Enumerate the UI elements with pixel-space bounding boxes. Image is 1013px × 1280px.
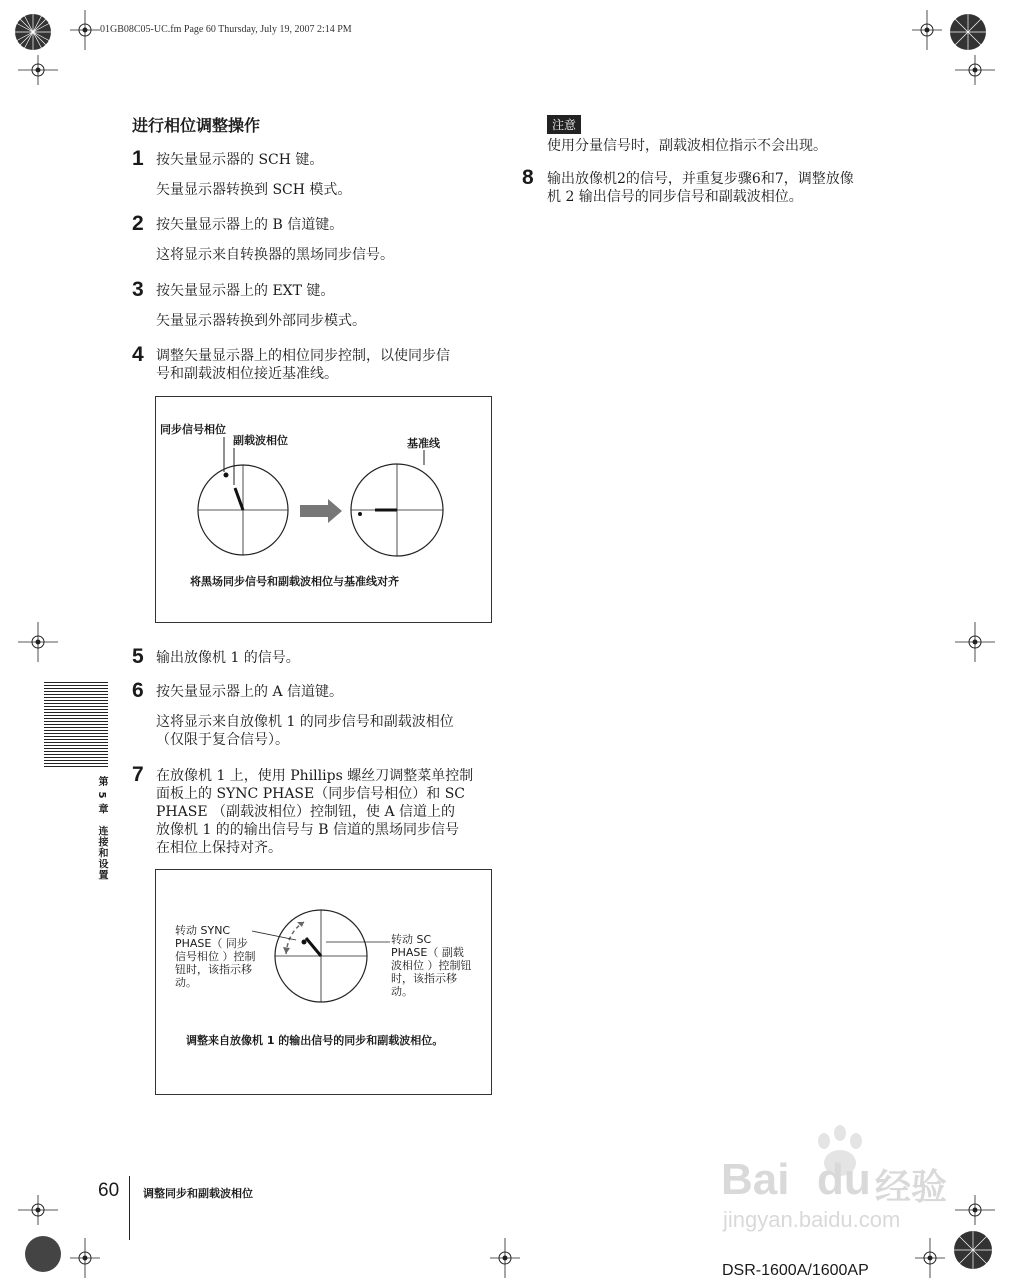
step-text: 调整矢量显示器上的相位同步控制，以使同步信 bbox=[156, 348, 450, 364]
crop-mark-icon bbox=[915, 1238, 945, 1278]
chapter-label: 第 5 章 连接和设置 bbox=[96, 776, 107, 881]
crop-mark-icon bbox=[70, 1238, 100, 1278]
chapter-tab-stripes bbox=[44, 682, 108, 768]
registration-wheel-icon bbox=[24, 1235, 62, 1273]
header-file-info: 01GB08C05-UC.fm Page 60 Thursday, July 19, 2007 2:14 PM bbox=[100, 24, 352, 35]
step-subtext: 矢量显示器转换到 SCH 模式。 bbox=[156, 182, 352, 198]
label-sc-phase-knob: 转动 SC PHASE（ 副载 波相位 ）控制钮 时，该指示移 动。 bbox=[391, 933, 472, 998]
label-sync-phase: 同步信号相位 bbox=[160, 423, 226, 436]
step-5 bbox=[132, 647, 494, 671]
crop-mark-icon bbox=[18, 55, 58, 85]
crop-mark-icon bbox=[955, 1195, 995, 1225]
crop-mark-icon bbox=[70, 10, 100, 50]
crop-mark-icon bbox=[912, 10, 942, 50]
crop-mark-icon bbox=[955, 55, 995, 85]
registration-wheel-icon bbox=[949, 13, 987, 51]
step-text: 输出放像机2的信号，并重复步骤6和7，调整放像 bbox=[547, 171, 854, 187]
step-7 bbox=[132, 765, 494, 857]
step-text: 面板上的 SYNC PHASE（同步信号相位）和 SC bbox=[156, 786, 465, 802]
step-text: 按矢量显示器上的 EXT 键。 bbox=[156, 283, 335, 299]
label-subcarrier-phase: 副载波相位 bbox=[233, 434, 288, 447]
step-text: 按矢量显示器上的 A 信道键。 bbox=[156, 684, 344, 700]
watermark-brand-2: du bbox=[817, 1155, 871, 1204]
step-text: 按矢量显示器上的 B 信道键。 bbox=[156, 217, 344, 233]
section-title: 进行相位调整操作 bbox=[132, 116, 261, 135]
step-1 bbox=[132, 149, 494, 199]
step-text: 放像机 1 的的输出信号与 B 信道的黑场同步信号 bbox=[156, 822, 459, 838]
crop-mark-icon bbox=[18, 1195, 58, 1225]
step-text: 在放像机 1 上，使用 Phillips 螺丝刀调整菜单控制 bbox=[156, 768, 474, 784]
watermark-brand: Bai bbox=[721, 1155, 790, 1204]
step-number: 7 bbox=[132, 763, 144, 786]
step-text: PHASE （副载波相位）控制钮，使 A 信道上的 bbox=[156, 804, 456, 820]
step-number: 4 bbox=[132, 343, 144, 366]
step-3 bbox=[132, 280, 494, 330]
step-subtext: （仅限于复合信号）。 bbox=[156, 732, 289, 748]
step-text: 机 2 输出信号的同步信号和副载波相位。 bbox=[547, 189, 803, 205]
crop-mark-icon bbox=[18, 622, 58, 662]
step-2 bbox=[132, 214, 494, 264]
step-number: 5 bbox=[132, 645, 144, 668]
step-number: 3 bbox=[132, 278, 144, 301]
figure-caption: 调整来自放像机 1 的输出信号的同步和副载波相位。 bbox=[186, 1034, 444, 1047]
crop-mark-icon bbox=[955, 622, 995, 662]
vectorscope-diagram bbox=[156, 397, 493, 624]
step-subtext: 这将显示来自放像机 1 的同步信号和副载波相位 bbox=[156, 714, 454, 730]
registration-wheel-icon bbox=[14, 13, 52, 51]
registration-wheel-icon bbox=[953, 1230, 993, 1270]
watermark-url: jingyan.baidu.com bbox=[723, 1207, 901, 1232]
step-subtext: 这将显示来自转换器的黑场同步信号。 bbox=[156, 247, 394, 263]
footer-title: 调整同步和副载波相位 bbox=[143, 1187, 253, 1200]
note-text: 使用分量信号时，副载波相位指示不会出现。 bbox=[547, 138, 827, 154]
label-sync-phase-knob: 转动 SYNC PHASE（ 同步 信号相位 ）控制 钮时，该指示移 动。 bbox=[175, 924, 256, 989]
step-text: 号和副载波相位接近基准线。 bbox=[156, 366, 338, 382]
step-text: 按矢量显示器的 SCH 键。 bbox=[156, 152, 324, 168]
crop-mark-icon bbox=[490, 1238, 520, 1278]
footer-divider bbox=[129, 1176, 130, 1240]
figure-phase-adjustment bbox=[155, 869, 492, 1095]
step-4 bbox=[132, 345, 494, 385]
step-text: 在相位上保持对齐。 bbox=[156, 840, 282, 856]
step-number: 2 bbox=[132, 212, 144, 235]
note-badge: 注意 bbox=[547, 115, 581, 134]
model-name: DSR-1600A/1600AP bbox=[722, 1262, 869, 1279]
step-number: 1 bbox=[132, 147, 144, 170]
baidu-watermark bbox=[715, 1125, 955, 1235]
label-reference-line: 基准线 bbox=[407, 437, 440, 450]
figure-caption: 将黑场同步信号和副载波相位与基准线对齐 bbox=[190, 575, 399, 588]
step-text: 输出放像机 1 的信号。 bbox=[156, 650, 300, 666]
figure-phase-alignment bbox=[155, 396, 492, 623]
step-number: 8 bbox=[522, 166, 534, 189]
step-subtext: 矢量显示器转换到外部同步模式。 bbox=[156, 313, 366, 329]
watermark-cn: 经验 bbox=[875, 1167, 948, 1208]
page-number: 60 bbox=[98, 1180, 120, 1201]
step-6 bbox=[132, 681, 494, 751]
step-8 bbox=[522, 168, 892, 208]
step-number: 6 bbox=[132, 679, 144, 702]
